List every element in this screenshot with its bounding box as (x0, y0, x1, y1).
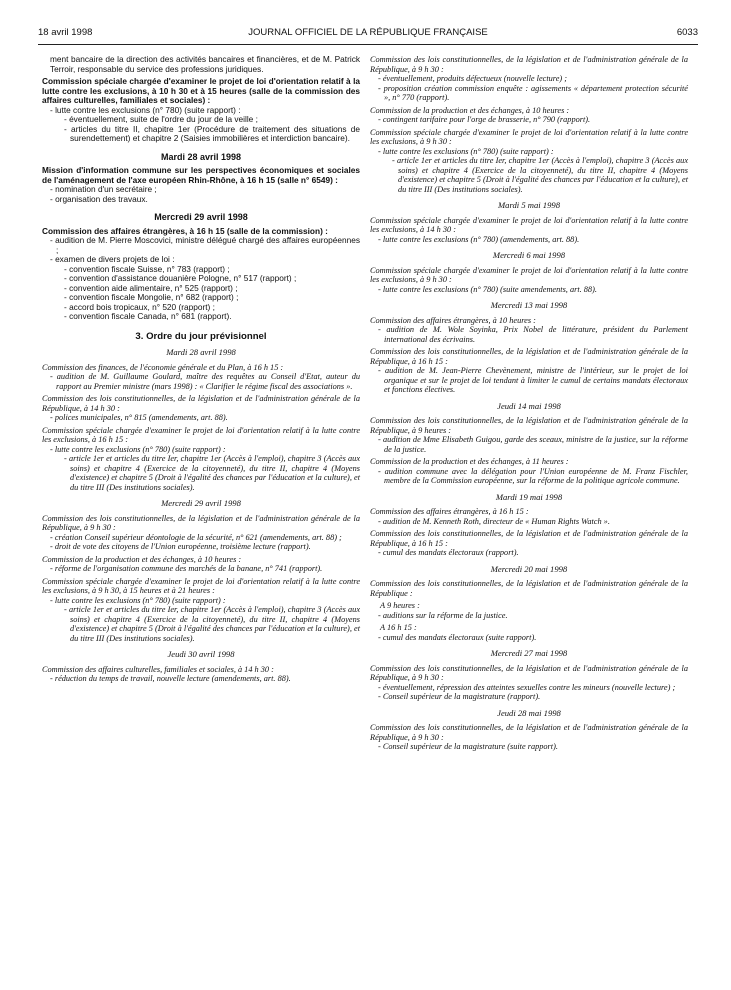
commission-affaires: Commission des affaires étrangères, à 10 heures : (370, 315, 536, 325)
commission-lois: Commission des lois constitutionnelles, de la législation et de l'administration générale de la République, à 9 h 30 : (370, 663, 688, 682)
list-item: - Conseil supérieur de la magistrature (rapport). (378, 692, 541, 701)
commission-finances: Commission des finances, de l'économie générale et du Plan, à 16 h 15 : (42, 362, 284, 372)
commission-lois: Commission des lois constitutionnelles, de la législation et de l'administration générale de la République, à 14 h 30 : (42, 394, 360, 413)
commission-lois: Commission des lois constitutionnelles, de la législation et de l'administration générale de la République, à 9 heures : (370, 416, 688, 435)
list-item: - lutte contre les exclusions (n° 780) (suite rapport) : (378, 146, 554, 156)
mission-info: Mission d'information commune sur les perspectives économiques et sociales de l'aménagement de l'axe européen Rhin-Rhône, à 16 h 15 (salle n° 6549) : (42, 165, 360, 185)
date-heading: Jeudi 14 mai 1998 (497, 400, 561, 411)
date-heading: Mercredi 6 mai 1998 (492, 250, 566, 260)
list-item: - articles du titre II, chapitre 1er (Procédure de traitement des situations de surendettement) et chapitre 2 (Saisies immobilières et interdiction bancaire). (64, 123, 360, 143)
time-label: A 9 heures : (380, 601, 420, 610)
list-item: - audition de M. Wole Soyinka, Prix Nobel de littérature, président du Parlement international des écrivains. (378, 325, 688, 344)
list-item: - audition de M. Guillaume Goulard, maître des requêtes au Conseil d'Etat, auteur du rapport au Premier ministre (mars 1998) : « Clarifier le régime fiscal des associations ». (50, 372, 360, 391)
commission-speciale: Commission spéciale chargée d'examiner le projet de loi d'orientation relatif à la lutte contre les exclusions, à 9 h 30, à 15 heures et à 21 heures : (42, 576, 360, 595)
commission-lois: Commission des lois constitutionnelles, de la législation et de l'administration générale de la République, à 9 h 30 : (42, 513, 360, 532)
commission-lois: Commission des lois constitutionnelles, de la législation et de l'administration générale de la République, à 9 h 30 : (370, 55, 688, 74)
list-item: - convention fiscale Mongolie, n° 682 (rapport) ; (64, 292, 239, 302)
list-item: - convention fiscale Suisse, n° 783 (rapport) ; (64, 263, 230, 274)
date-heading: Jeudi 30 avril 1998 (167, 649, 235, 659)
list-item: - accord bois tropicaux, n° 520 (rapport) ; (64, 301, 215, 312)
commission-production: Commission de la production et des échanges, à 10 heures : (42, 554, 242, 564)
date-heading: Mardi 19 mai 1998 (495, 491, 563, 502)
list-item: - convention d'assistance douanière Pologne, n° 517 (rapport) ; (64, 273, 297, 283)
header-rule (38, 44, 698, 45)
commission-production: Commission de la production et des échanges, à 10 heures : (370, 105, 570, 115)
date-heading: Mercredi 29 avril 1998 (161, 498, 241, 508)
commission-production: Commission de la production et des échanges, à 11 heures : (370, 457, 569, 466)
date-heading: Mercredi 27 mai 1998 (490, 648, 568, 658)
date-heading: Mardi 5 mai 1998 (498, 200, 560, 210)
commission-affaires: Commission des affaires étrangères, à 16 h 15 (salle de la commission) : (42, 225, 328, 236)
list-item: - cumul des mandats électoraux (suite rapport). (378, 632, 537, 642)
commission-lois: Commission des lois constitutionnelles, de la législation et de l'administration générale de la République, à 16 h 15 : (370, 347, 688, 366)
left-column (42, 55, 360, 684)
date-heading: Jeudi 28 mai 1998 (497, 707, 561, 718)
commission-speciale: Commission spéciale chargée d'examiner le projet de loi d'orientation relatif à la lutte contre les exclusions, à 14 h 30 : (370, 215, 688, 234)
list-item: - création Conseil supérieur déontologie de la sécurité, n° 621 (amendements, art. 88) ; (50, 532, 342, 542)
date-heading: Mercredi 20 mai 1998 (490, 563, 568, 574)
date-heading: Mercredi 29 avril 1998 (154, 212, 248, 222)
intro-text: ment bancaire de la direction des activités bancaires et financières, et de M. Patrick Terroir, responsable du service des professions juridiques. (50, 54, 360, 74)
commission-speciale: Commission spéciale chargée d'examiner le projet de loi d'orientation relatif à la lutte contre les exclusions, à 9 h 30 : (370, 127, 688, 146)
date-heading: Mardi 28 avril 1998 (160, 151, 242, 162)
page-header (38, 27, 698, 43)
commission-lois: Commission des lois constitutionnelles, de la législation et de l'administration générale de la République : (370, 579, 688, 598)
commission-exclusions: Commission spéciale chargée d'examiner le projet de loi d'orientation relatif à la lutte contre les exclusions, à 10 h 30 et à 15 heures (salle de la commission des affaires culturelles, familiales et sociales) : (42, 76, 360, 105)
list-item: - convention fiscale Canada, n° 681 (rapport). (64, 311, 232, 321)
list-item: - auditions sur la réforme de la justice. (378, 610, 508, 620)
list-item: - nomination d'un secrétaire ; (50, 184, 157, 194)
list-item: - proposition création commission enquête : agissements « département protection sécurité », n° 770 (rapport). (378, 83, 688, 102)
list-item: - réforme de l'organisation commune des marchés de la banane, n° 741 (rapport). (50, 564, 323, 573)
list-item: - audition de M. Pierre Moscovici, ministre délégué chargé des affaires européennes ; (50, 235, 360, 255)
list-item: - audition de Mme Elisabeth Guigou, garde des sceaux, ministre de la justice, sur la réforme de la justice. (378, 435, 688, 454)
list-item: - convention aide alimentaire, n° 525 (rapport) ; (64, 282, 238, 293)
commission-speciale: Commission spéciale chargée d'examiner le projet de loi d'orientation relatif à la lutte contre les exclusions, à 9 h 30 : (370, 265, 688, 284)
list-item: - droit de vote des citoyens de l'Union européenne, troisième lecture (rapport). (50, 542, 311, 551)
list-item: - article 1er et articles du titre Ier, chapitre 1er (Accès à l'emploi), chapitre 3 (Accès aux soins) et chapitre 4 (Exercice de la citoyenneté), du titre II, chapitre 4 (Moyens d'existence) et chapitre 5 (Droit à l'égalité des chances par l'éducation et la culture), et du titre III (Des institutions sociales). (392, 156, 688, 194)
list-item: - éventuellement, produits défectueux (nouvelle lecture) ; (378, 74, 567, 83)
list-item: - cumul des mandats électoraux (rapport). (378, 548, 519, 557)
right-column (370, 55, 688, 752)
list-item: - audition commune avec la délégation pour l'Union européenne de M. Franz Fischler, membre de la Commission européenne, sur la réforme de la politique agricole commune. (378, 466, 688, 485)
commission-affaires: Commission des affaires étrangères, à 16 h 15 : (370, 507, 529, 516)
journal-title: JOURNAL OFFICIEL DE LA RÉPUBLIQUE FRANÇAISE (248, 27, 488, 38)
list-item: - lutte contre les exclusions (n° 780) (suite rapport) : (50, 444, 226, 454)
commission-speciale: Commission spéciale chargée d'examiner le projet de loi d'orientation relatif à la lutte contre les exclusions, à 16 h 15 : (42, 425, 360, 444)
list-item: - éventuellement, suite de l'ordre du jour de la veille ; (64, 114, 258, 124)
list-item: - audition de M. Jean-Pierre Chevènement, ministre de l'intérieur, sur le projet de loi organique et sur le projet de loi tendant à limiter le cumul de certains mandats électoraux et fonctions électives. (378, 366, 688, 394)
page-number: 6033 (676, 27, 698, 38)
list-item: - lutte contre les exclusions (n° 780) (suite rapport) : (50, 104, 241, 115)
header-date: 18 avril 1998 (38, 27, 93, 38)
list-item: - lutte contre les exclusions (n° 780) (suite rapport) : (50, 595, 226, 605)
agenda-block (42, 348, 360, 684)
time-label: A 16 h 15 : (380, 623, 417, 632)
section-heading: 3. Ordre du jour prévisionnel (135, 330, 267, 342)
commission-lois: Commission des lois constitutionnelles, de la législation et de l'administration générale de la République, à 9 h 30 : (370, 723, 688, 742)
list-item: - Conseil supérieur de la magistrature (suite rapport). (378, 742, 558, 751)
commission-lois: Commission des lois constitutionnelles, de la législation et de l'administration générale de la République, à 16 h 15 : (370, 529, 688, 548)
date-heading: Mardi 28 avril 1998 (166, 347, 236, 357)
list-item: - organisation des travaux. (50, 193, 148, 204)
list-item: - lutte contre les exclusions (n° 780) (suite amendements, art. 88). (378, 284, 597, 294)
commission-culturelles: Commission des affaires culturelles, familiales et sociales, à 14 h 30 : (42, 664, 274, 674)
date-heading: Mercredi 13 mai 1998 (490, 300, 568, 310)
list-item: - contingent tarifaire pour l'orge de brasserie, n° 790 (rapport). (378, 115, 591, 124)
list-item: - éventuellement, répression des atteintes sexuelles contre les mineurs (nouvelle lecture) ; (378, 682, 676, 692)
list-item: - réduction du temps de travail, nouvelle lecture (amendements, art. 88). (50, 674, 291, 683)
list-item: - article 1er et articles du titre Ier, chapitre 1er (Accès à l'emploi), chapitre 3 (Accès aux soins) et chapitre 4 (Exercice de la citoyenneté), du titre II, chapitre 4 (Moyens d'existence) et chapitre 5 (Droit à l'égalité des chances par l'éducation et la culture), et du titre III (Des institutions sociales). (64, 454, 360, 492)
list-item: - article 1er et articles du titre Ier, chapitre 1er (Accès à l'emploi), chapitre 3 (Accès aux soins) et chapitre 4 (Exercice de la citoyenneté), du titre II, chapitre 4 (Moyens d'existence) et chapitre 5 (Droit à l'égalité des chances par l'éducation et la culture), et du titre III (Des institutions sociales). (64, 605, 360, 643)
list-item: - audition de M. Kenneth Roth, directeur de « Human Rights Watch ». (378, 516, 610, 526)
list-item: - polices municipales, n° 815 (amendements, art. 88). (50, 413, 228, 422)
list-item: - lutte contre les exclusions (n° 780) (amendements, art. 88). (378, 234, 580, 244)
list-item: - examen de divers projets de loi : (50, 254, 175, 264)
